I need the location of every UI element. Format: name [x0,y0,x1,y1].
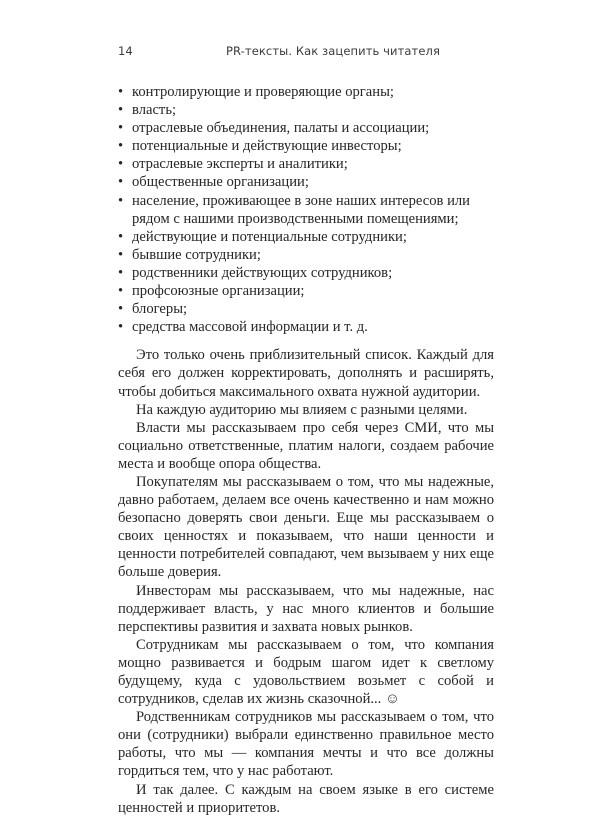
list-item [118,137,494,155]
paragraph: На каждую аудиторию мы влияем с разными целями. [136,401,468,418]
list-item [118,101,494,119]
paragraph: Сотрудникам мы рассказываем о том, что компания мощно развивается и бодрым шагом идет к светлому будущему, куда с удовольствием возьмет с собой и сотрудников, сделав их жизнь сказочной... ☺ [118,636,494,708]
list-item [118,173,494,191]
list-item-text: родственники действующих сотрудников; [132,264,393,281]
bullet-icon: • [118,319,124,336]
list-item-text: власть; [132,102,177,119]
page-number: 14 [118,44,133,58]
bullet-icon: • [118,283,124,300]
list-item [118,318,494,336]
bullet-icon: • [118,84,124,100]
bullet-icon: • [118,301,124,318]
list-item-text: отраслевые эксперты и аналитики; [132,156,348,173]
running-title: PR-тексты. Как зацепить читателя [226,44,441,58]
list-item-text: общественные организации; [132,174,309,191]
list-item-text: контролирующие и проверяющие органы; [132,84,394,100]
bullet-icon: • [118,102,124,119]
paragraph: Инвесторам мы рассказываем, что мы надежные, нас поддерживает власть, у нас много клиентов и большие перспективы развития и захвата новых рынков. [118,582,494,635]
bullet-icon: • [118,264,124,281]
list-item [118,83,494,101]
body-text [118,346,494,816]
list-item [118,192,494,228]
list-item [118,246,494,264]
list-item [118,228,494,246]
bullet-icon: • [118,246,124,263]
list-item-text: отраслевые объединения, палаты и ассоциации; [132,120,430,137]
bullet-icon: • [118,192,124,209]
bullet-icon: • [118,228,124,245]
audience-list [118,83,494,336]
list-item-text: бывшие сотрудники; [132,246,261,263]
list-item [118,282,494,300]
list-item [118,155,494,173]
bullet-icon: • [118,156,124,173]
list-item-text: потенциальные и действующие инвесторы; [132,138,402,155]
bullet-icon: • [118,138,124,155]
list-item-text: население, проживающее в зоне наших интересов или рядом с нашими производственными помещениями; [132,192,470,227]
paragraph: Родственникам сотрудников мы рассказываем о том, что они (сотрудники) выбрали единственно правильное место работы, что мы — компания мечты и что все должны гордиться тем, что у нас работают. [118,709,494,780]
paragraph: Власти мы рассказываем про себя через СМИ, что мы социально ответственные, платим налоги, создаем рабочие места и вообще опора общества. [118,419,494,472]
list-item-text: средства массовой информации и т. д. [132,319,368,336]
list-item-text: блогеры; [132,301,188,318]
bullet-icon: • [118,120,124,137]
list-item-text: профсоюзные организации; [132,283,305,300]
paragraph: И так далее. С каждым на своем языке в его системе ценностей и приоритетов. [118,781,494,816]
list-item-text: действующие и потенциальные сотрудники; [132,228,407,245]
list-item [118,300,494,318]
running-head [118,44,488,64]
page-body [118,83,494,817]
paragraph: Покупателям мы рассказываем о том, что мы надежные, давно работаем, делаем все очень качественно и нам можно безопасно доверять свои деньги. Еще мы рассказываем о своих ценностях и показываем, что наши ценности и ценности потребителей совпадают, чем вызываем у них еще больше доверия. [118,473,494,581]
list-item [118,264,494,282]
paragraph: Это только очень приблизительный список. Каждый для себя его должен корректировать, дополнять и расширять, чтобы добиться максимального охвата нужной аудитории. [118,347,494,400]
bullet-icon: • [118,174,124,191]
list-item [118,119,494,137]
